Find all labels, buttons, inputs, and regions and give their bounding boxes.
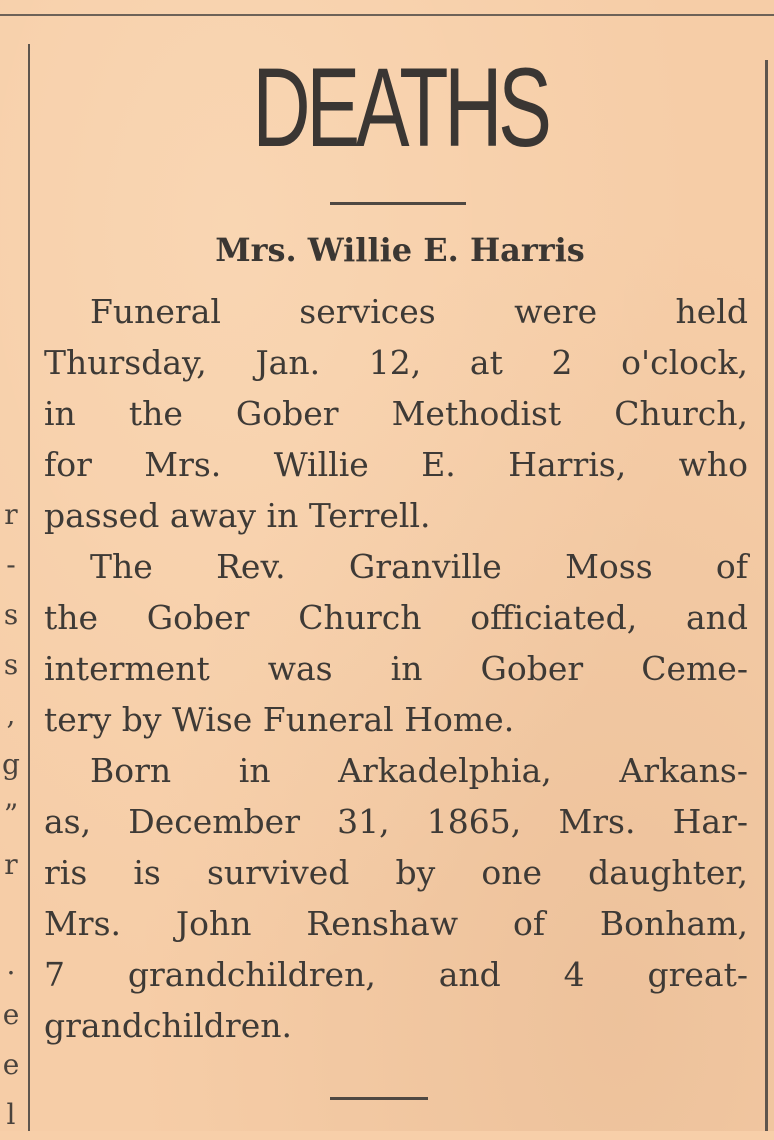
text-line: as, December 31, 1865, Mrs. Har- xyxy=(44,802,748,841)
text-line: Funeral services were held xyxy=(90,292,748,331)
text-line: grandchildren. xyxy=(44,1006,292,1045)
fragment: ” xyxy=(3,798,19,831)
fragment: s xyxy=(3,648,19,681)
text-line: tery by Wise Funeral Home. xyxy=(44,700,515,739)
text-line: The Rev. Granville Moss of xyxy=(90,547,748,586)
fragment: g xyxy=(2,748,20,781)
text-line: Mrs. John Renshaw of Bonham, xyxy=(44,904,748,943)
paragraph-survivors xyxy=(44,745,748,1051)
paragraph-officiant xyxy=(44,541,748,745)
right-column-rule xyxy=(765,60,768,1131)
text-line: ris is survived by one daughter, xyxy=(44,853,748,892)
paragraph-funeral-services xyxy=(44,286,748,541)
text-line: Born in Arkadelphia, Arkans- xyxy=(90,751,748,790)
text-line: Thursday, Jan. 12, at 2 o'clock, xyxy=(44,343,748,382)
text-line: passed away in Terrell. xyxy=(44,496,431,535)
adjacent-column-fragments xyxy=(0,490,22,1140)
text-line: interment was in Gober Ceme- xyxy=(44,649,748,688)
article-divider xyxy=(330,1097,428,1100)
text-line: 7 grandchildren, and 4 great- xyxy=(44,955,748,994)
fragment: . xyxy=(6,948,16,981)
fragment: e xyxy=(2,1048,20,1081)
fragment: , xyxy=(6,698,16,731)
fragment: r xyxy=(4,848,18,881)
top-column-rule xyxy=(0,14,774,16)
fragment: l xyxy=(6,1098,16,1131)
section-headline: DEATHS xyxy=(252,45,548,170)
fragment: e xyxy=(2,998,20,1031)
headline-divider xyxy=(330,202,466,205)
text-line: for Mrs. Willie E. Harris, who xyxy=(44,445,748,484)
fragment: - xyxy=(6,548,16,581)
fragment: s xyxy=(3,598,19,631)
obituary-body xyxy=(44,286,748,1051)
left-column-rule xyxy=(28,44,30,1131)
fragment: r xyxy=(4,498,18,531)
obituary-name: Mrs. Willie E. Harris xyxy=(215,231,585,269)
text-line: the Gober Church officiated, and xyxy=(44,598,748,637)
fragment xyxy=(0,890,22,940)
text-line: in the Gober Methodist Church, xyxy=(44,394,748,433)
